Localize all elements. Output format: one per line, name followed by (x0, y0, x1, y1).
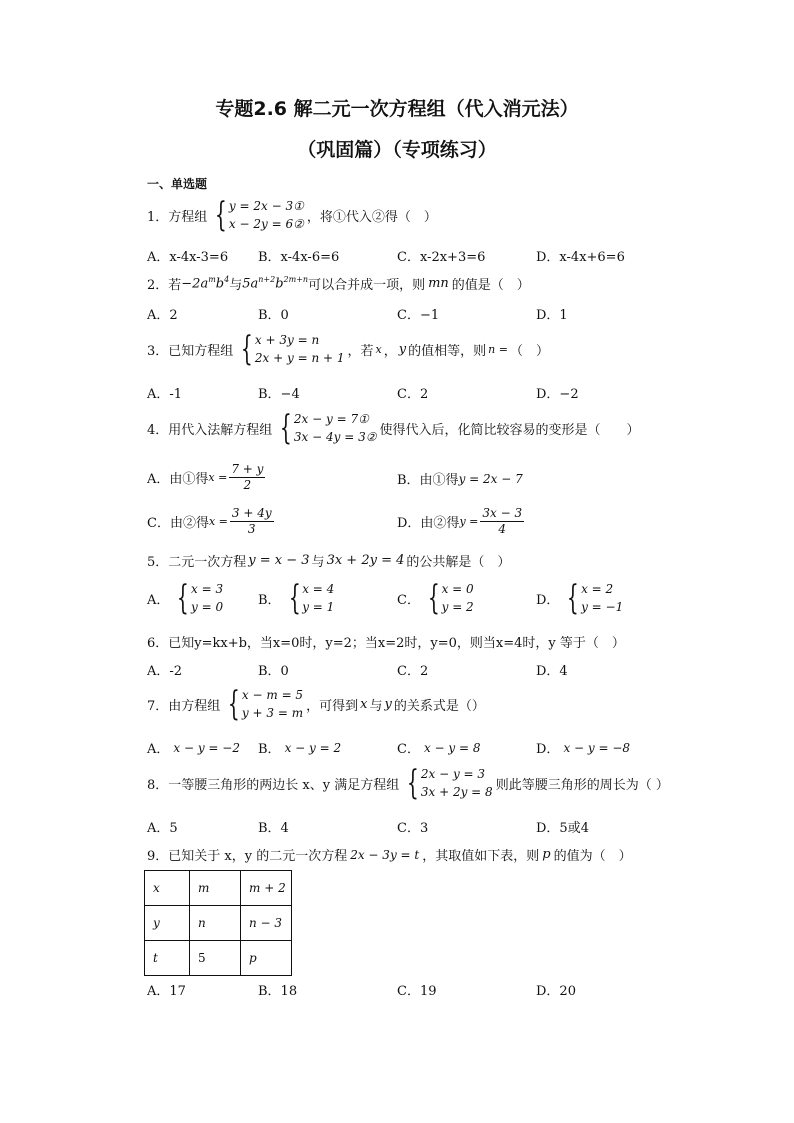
question-3: 3．已知方程组 { x + 3y = n 2x + y = n + 1 ，若 x ， y 的值相等，则 n = （ ） (147, 329, 549, 369)
option-c: C．2 (397, 387, 429, 402)
option-c: C． { x = 0 y = 2 (397, 578, 474, 618)
option-b: B．0 (258, 664, 289, 679)
option-a: A．由①得 x = $\frac{7 + y}{2}$ (147, 462, 264, 492)
question-2: 2．若 $-2a^mb^4$ 与 $5a^{n+2}b^{2m+n}$ 可以合并成一项，则 mn 的值是（ ） (147, 275, 530, 293)
table-row (145, 906, 292, 941)
values-table (144, 870, 292, 976)
option-a: A． { x = 3 y = 0 (147, 578, 224, 618)
option-a: A． x − y = −2 (147, 740, 240, 757)
table-cell: m (190, 871, 241, 906)
section-heading: 一、单选题 (147, 177, 208, 191)
question-1: 1．方程组 { y = 2x − 3① x − 2y = 6② ，将①代入②得（ ） (147, 195, 437, 235)
table-cell: n − 3 (241, 906, 292, 941)
option-a: A．2 (147, 308, 178, 323)
option-a: A．x-4x-3=6 (147, 250, 229, 265)
document-title: 专题2.6 解二元一次方程组（代入消元法） (215, 98, 579, 120)
option-d: D．20 (536, 984, 576, 999)
table-cell: x (145, 871, 190, 906)
table-cell: t (145, 941, 190, 976)
question-6: 6．已知y=kx+b，当x=0时，y=2；当x=2时，y=0，则当x=4时，y 等于（ ） (147, 636, 625, 651)
option-b: B．−4 (258, 387, 300, 402)
option-b: B．4 (258, 821, 289, 836)
document-subtitle: （巩固篇）（专项练习） (297, 139, 497, 161)
option-c: C． x − y = 8 (397, 740, 481, 757)
option-d: D． { x = 2 y = −1 (536, 578, 624, 618)
option-b: B．0 (258, 308, 289, 323)
option-d: D．−2 (536, 387, 579, 402)
option-c: C．2 (397, 664, 429, 679)
option-c: C．−1 (397, 308, 440, 323)
option-a: A．-2 (147, 664, 183, 679)
question-7: 7．由方程组 { x − m = 5 y + 3 = m ，可得到 x 与 y 的关系式是（） (147, 684, 485, 724)
table-cell: 5 (190, 941, 241, 976)
table-row (145, 941, 292, 976)
option-c: C．19 (397, 984, 437, 999)
equation-system: { 2x − y = 7① 3x − 4y = 3② (280, 408, 377, 448)
question-5: 5．二元一次方程 y = x − 3 与 3x + 2y = 4 的公共解是（ ） (147, 553, 511, 570)
table-row (145, 871, 292, 906)
option-d: D．x-4x+6=6 (536, 250, 625, 265)
option-b: B． { x = 4 y = 1 (258, 578, 335, 618)
option-a: A．5 (147, 821, 178, 836)
option-b: B． x − y = 2 (258, 740, 342, 757)
option-d: D．1 (536, 308, 568, 323)
table-cell: y (145, 906, 190, 941)
table-cell: n (190, 906, 241, 941)
option-b: B．18 (258, 984, 298, 999)
option-d: D．4 (536, 664, 568, 679)
option-c: C．3 (397, 821, 429, 836)
option-b: B．x-4x-6=6 (258, 250, 340, 265)
option-d: D．由②得 y = $\frac{3x - 3}{4}$ (397, 506, 523, 536)
equation-system: { 2x − y = 3 3x + 2y = 8 (407, 763, 493, 803)
option-c: C．由②得 x = $\frac{3 + 4y}{3}$ (147, 506, 272, 536)
table-cell: p (241, 941, 292, 976)
option-d: D．5或4 (536, 821, 589, 836)
option-a: A．17 (147, 984, 186, 999)
option-b: B．由①得 y = 2x − 7 (397, 471, 523, 488)
question-8: 8．一等腰三角形的两边长 x、y 满足方程组 { 2x − y = 3 3x + 2y = 8 则此等腰三角形的周长为（ ） (147, 763, 669, 803)
option-a: A．-1 (147, 387, 183, 402)
table-cell: m + 2 (241, 871, 292, 906)
equation-system: { x + 3y = n 2x + y = n + 1 (241, 329, 345, 369)
question-9: 9．已知关于 x，y 的二元一次方程 2x − 3y = t ，其取值如下表，则 p 的值为（ ） (147, 847, 632, 864)
question-4: 4．用代入法解方程组 { 2x − y = 7① 3x − 4y = 3② 使得代入后，化简比较容易的变形是（ ） (147, 408, 640, 448)
equation-system: { y = 2x − 3① x − 2y = 6② (215, 195, 304, 235)
option-d: D． x − y = −8 (536, 740, 631, 757)
option-c: C．x-2x+3=6 (397, 250, 486, 265)
equation-system: { x − m = 5 y + 3 = m (228, 684, 304, 724)
